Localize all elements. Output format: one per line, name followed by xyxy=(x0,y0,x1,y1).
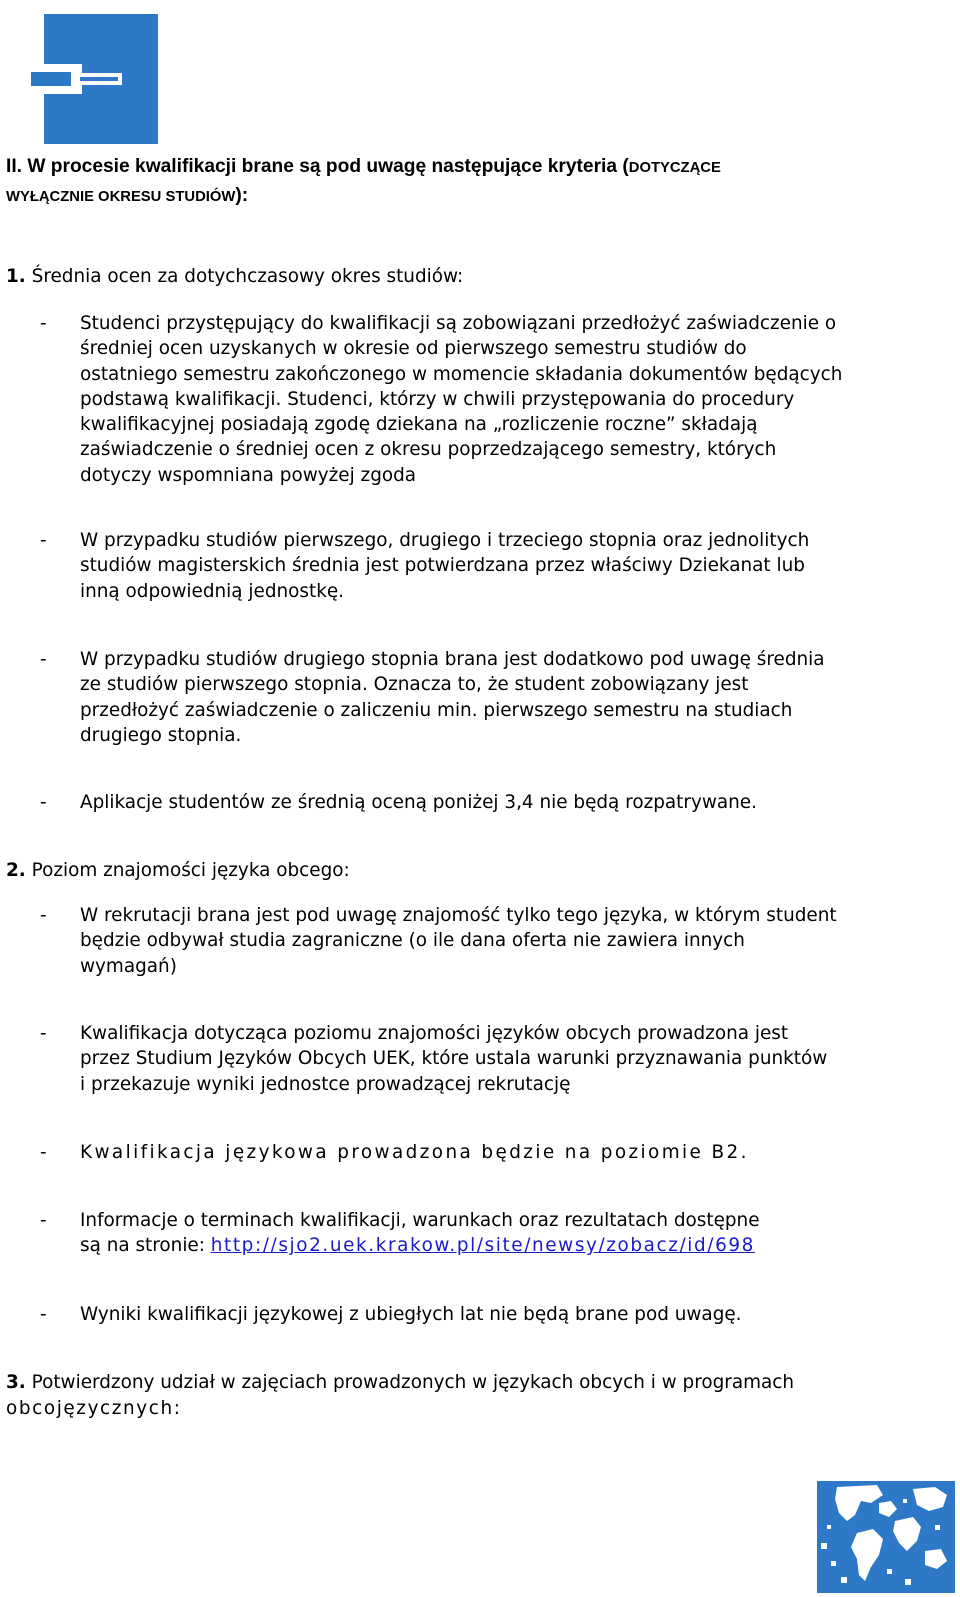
section-3-title: 3. Potwierdzony udział w zajęciach prowadzonych w językach obcych i w programach xyxy=(6,1372,795,1393)
section-3-title-continued: obcojęzycznych: xyxy=(6,1398,182,1419)
section-1-title: 1. Średnia ocen za dotychczasowy okres studiów: xyxy=(6,266,464,287)
university-logo xyxy=(22,14,158,144)
section-2-title: 2. Poziom znajomości języka obcego: xyxy=(6,860,350,881)
section-heading: II. W procesie kwalifikacji brane są pod uwagę następujące kryteria (DOTYCZĄCE WYŁĄCZNIE OKRESU STUDIÓW): xyxy=(6,156,721,206)
erasmus-map-logo xyxy=(817,1481,955,1593)
sjo-info-link[interactable]: http://sjo2.uek.krakow.pl/site/newsy/zobacz/id/698 xyxy=(210,1235,755,1257)
